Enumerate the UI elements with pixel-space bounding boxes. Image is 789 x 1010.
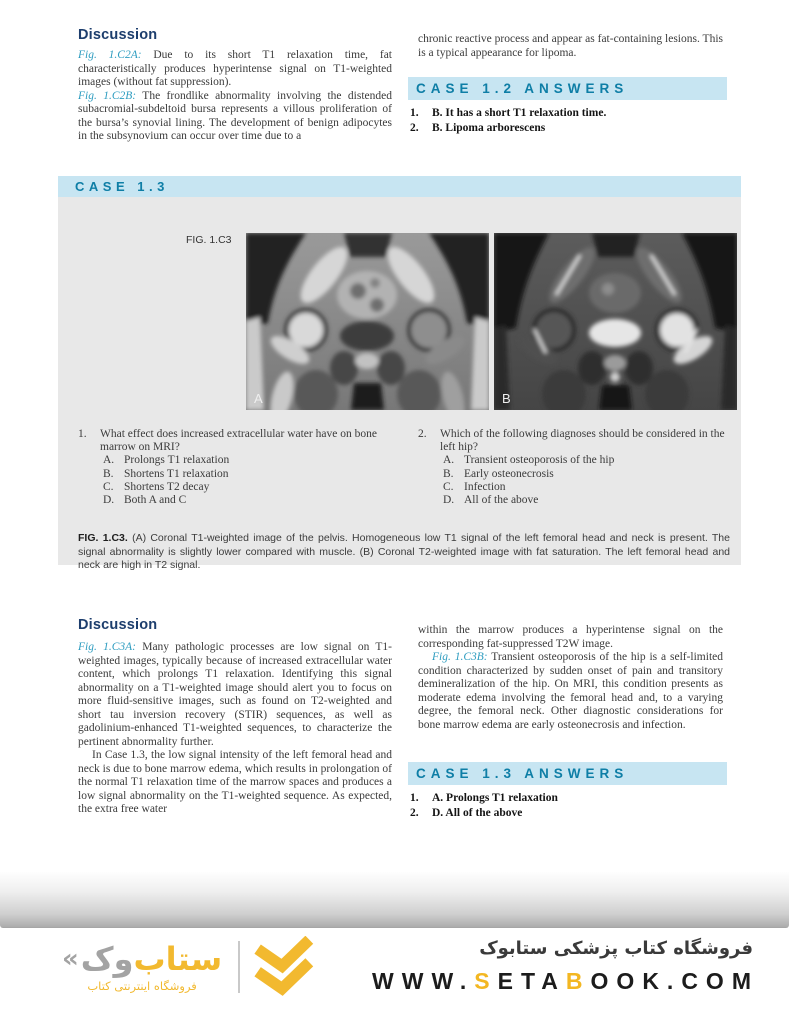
option: C. Infection — [443, 480, 506, 493]
case-1-2-answers-list — [410, 106, 722, 136]
discussion-heading: Discussion — [78, 27, 158, 43]
paragraph: chronic reactive process and appear as fat-containing lesions. This is a typical appearance for lipoma. — [418, 33, 723, 59]
paragraph — [78, 49, 392, 90]
url-segment-gold: B — [565, 968, 591, 994]
option-text: Prolongs T1 relaxation — [124, 454, 230, 467]
case-1-3-answers-list — [410, 791, 722, 821]
paragraph-text: Due to its short T1 relaxation time, fat characteristically produces hyperintense signal on T1-weighted images (without fat suppression). — [78, 49, 392, 88]
case-1-3-body — [58, 197, 741, 571]
option-text: All of the above — [464, 494, 539, 507]
option-text: Infection — [464, 480, 506, 493]
fig-reference: Fig. 1.C3A: — [78, 641, 136, 653]
option-text: Shortens T1 relaxation — [124, 467, 229, 480]
question-2 — [418, 428, 730, 507]
paragraph-text: The frondlike abnormality involving the distended subacromial-subdeltoid bursa represents a villous proliferation of the bursa’s synovial lining. The development of benign adipocytes in the subsynovium can occur over time due to a — [78, 89, 392, 142]
answer-text: B. It has a short T1 relaxation time. — [432, 107, 607, 119]
option: C. Shortens T2 decay — [103, 480, 210, 493]
answer-number: 1. — [410, 792, 419, 804]
answer-text: B. Lipoma arborescens — [432, 122, 546, 134]
paragraph-text: Many pathologic processes are low signal on T1-weighted images, typically because of increased extracellular water content, which prolongs T1 relaxation. Identifying this signal abnormality on a T1-weighted image should alert you to focus on more fluid-sensitive images, such as found on T2-weighted and short tau inversion recovery (STIR) sequences, as well as gadolinium-enhanced T1-weighted sequences, to characterize the pertinent abnormality further. — [78, 641, 392, 748]
question-number: 2. — [418, 428, 427, 440]
answer-item — [410, 106, 722, 121]
logo-word-gray: وک — [80, 940, 134, 978]
guillemet-icon: « — [62, 944, 79, 974]
fig-reference: Fig. 1.C2A: — [78, 49, 142, 61]
discussion-heading: Discussion — [78, 617, 158, 633]
answer-number: 2. — [410, 807, 419, 819]
question-1 — [78, 428, 408, 507]
case-1-3-banner: CASE 1.3 — [58, 176, 741, 197]
watermark-footer — [0, 928, 789, 1010]
fig-reference: Fig. 1.C2B: — [78, 89, 137, 102]
question-stem — [78, 428, 408, 507]
paragraph — [78, 641, 392, 749]
logo-word-yellow: ستاب — [133, 940, 223, 978]
setabook-logo — [62, 936, 314, 998]
paragraph-text: Transient osteoporosis of the hip is a self-limited condition characterized by sudden onset of pain and transitory demineralization of the hip. On MRI, this condition presents as moderate edema involving the femoral head and, to a varying degree, the femoral neck. Other diagnostic considerations for bone marrow edema are early osteonecrosis and infection. — [418, 651, 723, 731]
top-left-column — [78, 27, 392, 144]
logo-divider — [238, 941, 240, 993]
figure-caption-lead: FIG. 1.C3. — [78, 532, 128, 544]
discussion-right-column — [418, 624, 723, 732]
option: A. Transient osteoporosis of the hip — [443, 454, 615, 467]
figure-caption-text: (A) Coronal T1-weighted image of the pelvis. Homogeneous low T1 signal of the left femoral head and neck is present. The signal abnormality is slightly lower compared with muscle. (B) Coronal T2-weighted image with fat saturation. The left femoral head and neck are high in T2 signal. — [78, 532, 730, 571]
answer-text: D. All of the above — [432, 807, 523, 819]
mri-panel-b-letter: B — [502, 391, 511, 406]
option: B. Early osteonecrosis — [443, 467, 554, 480]
url-segment-gold: S — [474, 968, 498, 994]
answer-text: A. Prolongs T1 relaxation — [432, 792, 558, 804]
option-text: Early osteonecrosis — [464, 467, 554, 480]
page-bottom-shadow — [0, 872, 789, 928]
store-url — [372, 968, 759, 995]
store-name-farsi: فروشگاه کتاب پزشکی ستابوک — [479, 938, 753, 959]
option: B. Shortens T1 relaxation — [103, 467, 229, 480]
mri-image-b — [494, 233, 737, 410]
question-text: Which of the following diagnoses should be considered in the left hip? — [440, 428, 725, 454]
double-chevron-down-icon — [252, 936, 314, 998]
figure-caption — [78, 532, 730, 573]
discussion-left-column — [78, 641, 392, 817]
option-text: Transient osteoporosis of the hip — [464, 454, 615, 467]
option: A. Prolongs T1 relaxation — [103, 454, 230, 467]
logo-tagline: فروشگاه اینترنتی کتاب — [87, 979, 197, 993]
top-right-column — [418, 33, 723, 60]
option-text: Shortens T2 decay — [124, 480, 210, 493]
answer-number: 2. — [410, 122, 419, 134]
paragraph: within the marrow produces a hyperintense signal on the corresponding fat-suppressed T2W image. — [418, 624, 723, 650]
question-text: What effect does increased extracellular water have on bone marrow on MRI? — [100, 428, 377, 454]
paragraph: In Case 1.3, the low signal intensity of the left femoral head and neck is due to bone marrow edema, which results in prolongation of the normal T1 relaxation time of the marrow spaces and produces a low signal abnormality on the T1-weighted sequence. As expected, the extra free water — [78, 749, 392, 815]
question-stem — [418, 428, 730, 507]
paragraph — [78, 90, 392, 144]
logo-wordmark-block — [62, 941, 222, 993]
answer-number: 1. — [410, 107, 419, 119]
case-1-3-answers-banner: CASE 1.3 ANSWERS — [408, 762, 727, 785]
figure-label: FIG. 1.C3 — [186, 234, 232, 246]
paragraph — [418, 651, 723, 732]
option-text: Both A and C — [124, 494, 187, 507]
url-segment: ETA — [497, 968, 566, 994]
mri-image-a — [246, 233, 489, 410]
option: D. All of the above — [443, 494, 539, 507]
logo-wordmark — [62, 941, 222, 977]
case-1-3-section — [58, 176, 741, 571]
url-segment: WWW. — [372, 968, 475, 994]
answer-item — [410, 806, 722, 821]
answer-item — [410, 791, 722, 806]
mri-panel-a-letter: A — [254, 391, 263, 406]
question-number: 1. — [78, 428, 87, 440]
url-segment: OOK.COM — [590, 968, 759, 994]
answer-item — [410, 121, 722, 136]
case-1-2-answers-banner: CASE 1.2 ANSWERS — [408, 77, 727, 100]
option: D. Both A and C — [103, 494, 187, 507]
fig-reference: Fig. 1.C3B: — [432, 651, 488, 663]
